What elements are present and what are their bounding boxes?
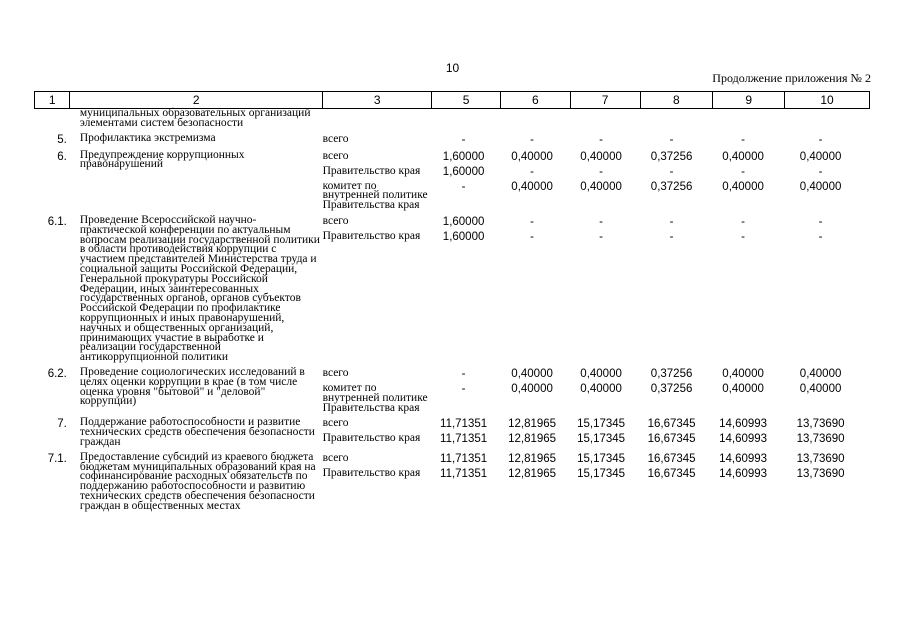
amount-cell: 15,17345 xyxy=(577,452,626,465)
amount-cell: 0,40000 xyxy=(722,367,764,380)
funding-line xyxy=(323,181,870,211)
executor-label: всего xyxy=(322,451,349,464)
amount-cell: 15,17345 xyxy=(577,418,626,431)
funding-line xyxy=(323,368,870,380)
funding-cell xyxy=(323,134,870,146)
amount-cell: 0,40000 xyxy=(580,367,622,380)
amount-cell: 1,60000 xyxy=(442,230,485,243)
executor-label: всего xyxy=(322,132,349,145)
funding-line xyxy=(323,453,870,465)
column-header: 8 xyxy=(640,92,713,109)
row-number: 6. xyxy=(57,150,67,163)
funding-line xyxy=(323,433,870,445)
executor-label: всего xyxy=(322,214,349,227)
table-row xyxy=(35,109,870,129)
amount-cell: - xyxy=(599,133,604,146)
amount-cell: 0,40000 xyxy=(511,150,553,163)
amount-cell: 16,67345 xyxy=(647,467,696,480)
funding-cell xyxy=(323,453,870,512)
amount-cell: 14,60993 xyxy=(719,433,768,446)
amount-cell: 11,71351 xyxy=(440,418,488,431)
amount-cell: - xyxy=(741,133,746,146)
column-header: 6 xyxy=(501,92,571,109)
amount-cell: 0,40000 xyxy=(580,382,622,395)
table-row xyxy=(35,418,870,447)
amount-cell: 13,73690 xyxy=(796,433,845,446)
amount-cell: 11,71351 xyxy=(440,452,488,465)
measure-name: Поддержание работоспособности и развитие технических средств обеспечения безопасности граждан xyxy=(79,416,315,448)
row-number: 7.1. xyxy=(47,452,67,465)
budget-table xyxy=(34,91,870,517)
amount-cell: - xyxy=(669,133,674,146)
executor-label: всего xyxy=(322,366,349,379)
column-header: 10 xyxy=(785,92,870,109)
amount-cell: 0,40000 xyxy=(722,150,764,163)
funding-cell xyxy=(323,109,870,129)
amount-cell: - xyxy=(818,215,823,228)
funding-cell xyxy=(323,151,870,211)
amount-cell: 0,40000 xyxy=(580,180,622,193)
measure-name: Предупреждение коррупционных правонарушений xyxy=(79,148,245,171)
amount-cell: - xyxy=(599,165,604,178)
amount-cell: - xyxy=(461,133,466,146)
funding-line xyxy=(323,418,870,430)
measure-name: Профилактика экстремизма xyxy=(79,131,216,144)
amount-cell: 12,81965 xyxy=(508,467,557,480)
row-spacer-cell xyxy=(35,512,870,517)
continuation-caption: Продолжение приложения № 2 xyxy=(712,71,871,85)
executor-label: всего xyxy=(322,417,349,430)
amount-cell: 13,73690 xyxy=(796,452,845,465)
amount-cell: - xyxy=(530,230,535,243)
row-number: 6.1. xyxy=(47,215,67,228)
amount-cell: - xyxy=(818,165,823,178)
amount-cell: - xyxy=(741,165,746,178)
amount-cell: 14,60993 xyxy=(719,467,768,480)
executor-label: Правительство края xyxy=(322,229,421,242)
measure-name: Предоставление субсидий из краевого бюджета бюджетам муниципальных образований края на софинансирование расходных обязательств по поддержанию работоспособности и развитию технических средств обеспечения безопасности граждан в общественных местах xyxy=(79,450,316,512)
funding-line xyxy=(323,216,870,228)
amount-cell: - xyxy=(461,180,466,193)
amount-cell: 0,40000 xyxy=(799,150,842,163)
amount-cell: - xyxy=(530,165,535,178)
page-number: 10 xyxy=(445,61,460,75)
amount-cell: 15,17345 xyxy=(577,467,626,480)
funding-line xyxy=(323,134,870,146)
amount-cell: 0,40000 xyxy=(799,180,842,193)
amount-cell: 0,40000 xyxy=(799,367,842,380)
amount-cell: 15,17345 xyxy=(577,433,626,446)
executor-label: комитет по внутренней политике Правительства края xyxy=(322,179,428,212)
amount-cell: - xyxy=(669,215,674,228)
amount-cell: 16,67345 xyxy=(647,452,696,465)
column-number-header-row xyxy=(35,92,870,109)
amount-cell: 11,71351 xyxy=(440,467,488,480)
funding-line xyxy=(323,383,870,413)
amount-cell: 0,37256 xyxy=(650,180,693,193)
row-number: 5. xyxy=(57,133,67,146)
amount-cell: 12,81965 xyxy=(508,418,557,431)
table-row xyxy=(35,216,870,363)
executor-label: всего xyxy=(322,149,349,162)
amount-cell: 0,40000 xyxy=(580,150,622,163)
amount-cell: 0,40000 xyxy=(722,180,764,193)
amount-cell: 1,60000 xyxy=(442,165,485,178)
amount-cell: 14,60993 xyxy=(719,418,768,431)
amount-cell: 12,81965 xyxy=(508,433,557,446)
row-number xyxy=(35,109,70,129)
amount-cell: - xyxy=(669,230,674,243)
amount-cell: 14,60993 xyxy=(719,452,768,465)
amount-cell: 16,67345 xyxy=(647,418,696,431)
amount-cell: 0,40000 xyxy=(511,382,553,395)
amount-cell: - xyxy=(741,230,746,243)
amount-cell: 0,40000 xyxy=(511,180,553,193)
executor-label: комитет по внутренней политике Правительства края xyxy=(322,381,428,414)
amount-cell: - xyxy=(599,215,604,228)
funding-line xyxy=(323,468,870,480)
measure-name: Проведение Всероссийской научно-практической конференции по актуальным вопросам реализации государственной политики в области противодействия коррупции с участием представителей Министерства труда и социальной защиты Российской Федерации, Генеральной прокуратуры Российской Федерации, иных заинтересованных государственных органов, органов субъектов Российской Федерации по профилактике коррупционных и иных правонарушений, научных и общественных организаций, принимающих участие в выработке и реализации государственной антикоррупционной политики xyxy=(79,213,320,364)
amount-cell: 0,40000 xyxy=(511,367,553,380)
table-row xyxy=(35,453,870,512)
column-header: 5 xyxy=(432,92,501,109)
amount-cell: 0,37256 xyxy=(650,150,693,163)
executor-label: Правительство края xyxy=(322,466,421,479)
row-spacer xyxy=(35,512,870,517)
executor-label: Правительство края xyxy=(322,164,421,177)
measure-name: Проведение социологических исследований в целях оценки коррупции в крае (в том числе оценка уровня "бытовой" и "деловой" коррупции) xyxy=(79,365,305,408)
table-row xyxy=(35,134,870,146)
amount-cell: 0,40000 xyxy=(722,382,764,395)
amount-cell: 12,81965 xyxy=(508,452,557,465)
amount-cell: - xyxy=(669,165,674,178)
amount-cell: 0,40000 xyxy=(799,382,842,395)
column-header: 2 xyxy=(70,92,323,109)
row-number: 6.2. xyxy=(47,367,67,380)
amount-cell: 16,67345 xyxy=(647,433,696,446)
amount-cell: 1,60000 xyxy=(442,150,485,163)
funding-line xyxy=(323,151,870,163)
funding-cell xyxy=(323,418,870,447)
amount-cell: 0,37256 xyxy=(650,382,693,395)
row-number: 7. xyxy=(57,418,67,431)
amount-cell: 13,73690 xyxy=(796,467,845,480)
measure-name: муниципальных образовательных организаций элементами систем безопасности xyxy=(79,107,311,129)
funding-line xyxy=(323,166,870,178)
column-header: 3 xyxy=(323,92,432,109)
amount-cell: - xyxy=(461,367,466,380)
column-header: 1 xyxy=(35,92,70,109)
table-row xyxy=(35,151,870,211)
amount-cell: - xyxy=(530,133,535,146)
executor-label: Правительство края xyxy=(322,432,421,445)
funding-cell xyxy=(323,216,870,363)
amount-cell: 11,71351 xyxy=(440,433,488,446)
column-header: 9 xyxy=(713,92,785,109)
amount-cell: 0,37256 xyxy=(650,367,693,380)
column-header: 7 xyxy=(570,92,640,109)
amount-cell: - xyxy=(741,215,746,228)
funding-cell xyxy=(323,368,870,413)
amount-cell: - xyxy=(818,230,823,243)
amount-cell: - xyxy=(818,133,823,146)
table-row xyxy=(35,368,870,413)
amount-cell: 1,60000 xyxy=(442,215,485,228)
amount-cell: - xyxy=(599,230,604,243)
funding-line xyxy=(323,231,870,243)
amount-cell: - xyxy=(530,215,535,228)
amount-cell: 13,73690 xyxy=(796,418,845,431)
amount-cell: - xyxy=(461,382,466,395)
